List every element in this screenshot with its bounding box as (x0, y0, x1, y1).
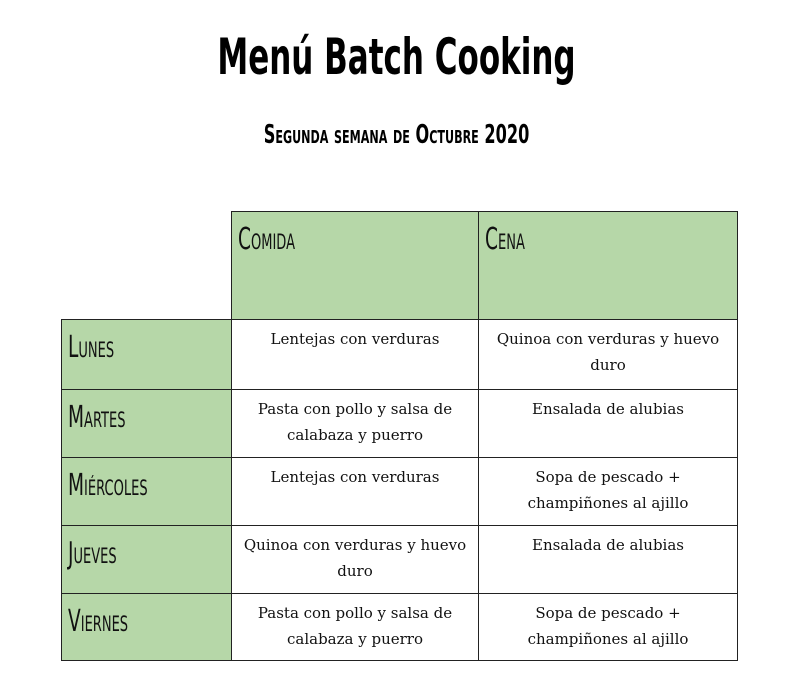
comida-cell (232, 320, 479, 390)
cena-cell (479, 320, 738, 390)
day-label: Lunes (68, 330, 115, 365)
header-cena (479, 212, 738, 320)
menu-table (61, 211, 738, 661)
comida-cell (232, 526, 479, 594)
day-label: Jueves (68, 536, 117, 571)
day-label: Miércoles (68, 468, 148, 503)
cena-cell (479, 594, 738, 661)
page-subtitle: Segunda semana de Octubre 2020 (263, 120, 530, 150)
comida-text: Pasta con pollo y salsa de calabaza y puerro (257, 400, 453, 444)
cena-text: Sopa de pescado + champiñones al ajillo (527, 468, 689, 512)
day-cell (62, 594, 232, 661)
day-label: Viernes (68, 604, 129, 639)
table-row (62, 458, 738, 526)
comida-text: Lentejas con verduras (270, 330, 440, 348)
header-comida (232, 212, 479, 320)
comida-cell (232, 594, 479, 661)
day-label: Martes (68, 400, 126, 435)
day-cell (62, 526, 232, 594)
comida-cell (232, 390, 479, 458)
header-row (62, 212, 738, 320)
comida-cell (232, 458, 479, 526)
cena-text: Quinoa con verduras y huevo duro (496, 330, 720, 374)
day-cell (62, 320, 232, 390)
cena-cell (479, 390, 738, 458)
cena-text: Ensalada de alubias (532, 400, 684, 418)
table-row (62, 526, 738, 594)
cena-text: Ensalada de alubias (532, 536, 684, 554)
page-title: Menú Batch Cooking (217, 28, 576, 86)
header-cena-label: Cena (485, 222, 525, 257)
table-row (62, 320, 738, 390)
comida-text: Quinoa con verduras y huevo duro (243, 536, 467, 580)
cena-text: Sopa de pescado + champiñones al ajillo (527, 604, 689, 648)
table-row (62, 390, 738, 458)
header-comida-label: Comida (238, 222, 296, 257)
table-row (62, 594, 738, 661)
cena-cell (479, 458, 738, 526)
comida-text: Pasta con pollo y salsa de calabaza y puerro (257, 604, 453, 648)
comida-text: Lentejas con verduras (270, 468, 440, 486)
day-cell (62, 458, 232, 526)
day-cell (62, 390, 232, 458)
cena-cell (479, 526, 738, 594)
corner-cell (62, 212, 232, 320)
